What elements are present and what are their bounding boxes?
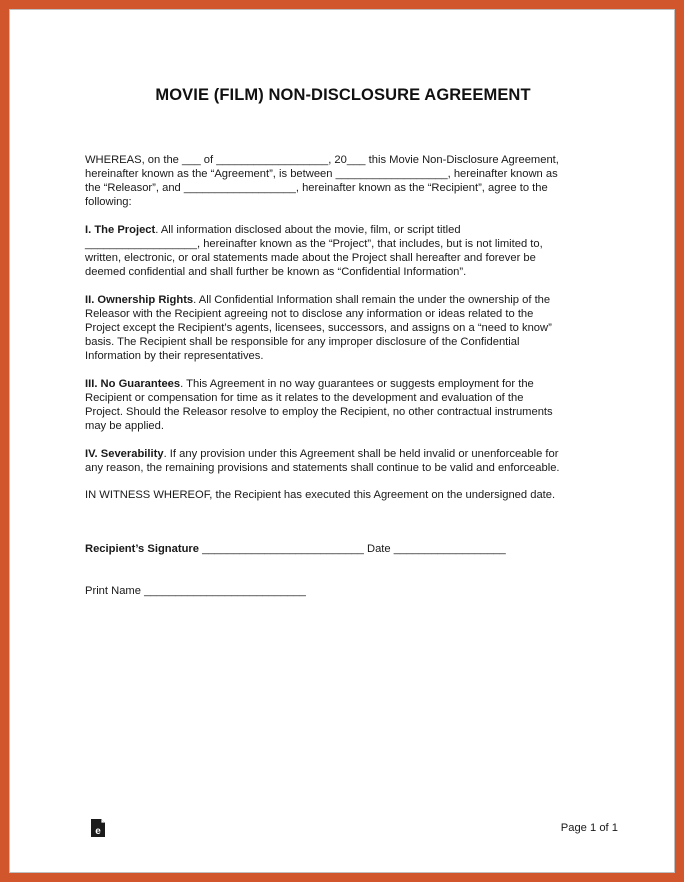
document-page	[9, 9, 675, 873]
print-name-field[interactable]: __________________________	[140, 585, 306, 597]
section-heading: I. The Project	[85, 224, 156, 236]
print-name-row	[85, 585, 306, 597]
section-body: . All Confidential Information shall remain the under the ownership of the Releasor with the Recipient agreeing not to disclose any information or ideas related to the Project except the Recipient’s agents, licensees, successors, and assigns on a “need to know” basis. The Recipient shall be responsible for any improper disclosure of the Confidential Information by their representatives.	[85, 294, 552, 362]
document-title: MOVIE (FILM) NON-DISCLOSURE AGREEMENT	[155, 86, 531, 104]
section-severability	[85, 447, 605, 475]
section-body: . All information disclosed about the movie, film, or script titled __________________, hereinafter known as the “Project”, that includes, but is not limited to, written, electronic, or oral statements made about the Project shall hereafter and forever be deemed confidential and shall further be known as “Confidential Information”.	[85, 224, 543, 278]
svg-text:e: e	[95, 826, 101, 837]
eforms-logo-icon	[90, 818, 106, 838]
signature-field[interactable]: __________________________	[198, 543, 367, 555]
section-guarantees	[85, 377, 605, 433]
section-heading: III. No Guarantees	[85, 378, 181, 390]
section-heading: IV. Severability	[85, 448, 164, 460]
section-heading: II. Ownership Rights	[85, 294, 194, 306]
section-project	[85, 223, 605, 279]
signature-label: Recipient’s Signature	[85, 543, 199, 555]
section-body: . If any provision under this Agreement shall be held invalid or unenforceable for any reason, the remaining provisions and statements shall continue to be valid and enforceable.	[85, 448, 560, 474]
signature-row	[85, 543, 506, 555]
print-name-label: Print Name	[85, 585, 141, 597]
date-field[interactable]: __________________	[390, 543, 506, 555]
section-body: . This Agreement in no way guarantees or suggests employment for the Recipient or compensation for time as it relates to the development and evaluation of the Project. Should the Releasor resolve to employ the Recipient, no other contractual instruments may be applied.	[85, 378, 553, 432]
witness-paragraph: IN WITNESS WHEREOF, the Recipient has executed this Agreement on the undersigned date.	[85, 489, 556, 501]
page-number: Page 1 of 1	[560, 822, 618, 834]
date-label: Date	[366, 543, 391, 555]
section-ownership	[85, 293, 605, 363]
intro-paragraph: WHEREAS, on the ___ of __________________, 20___ this Movie Non-Disclosure Agreement, hereinafter known as the “Agreement”, is between __________________, hereinafter known as the “Releasor”, and __________________, hereinafter known as the “Recipient”, agree to the following:	[85, 154, 559, 208]
